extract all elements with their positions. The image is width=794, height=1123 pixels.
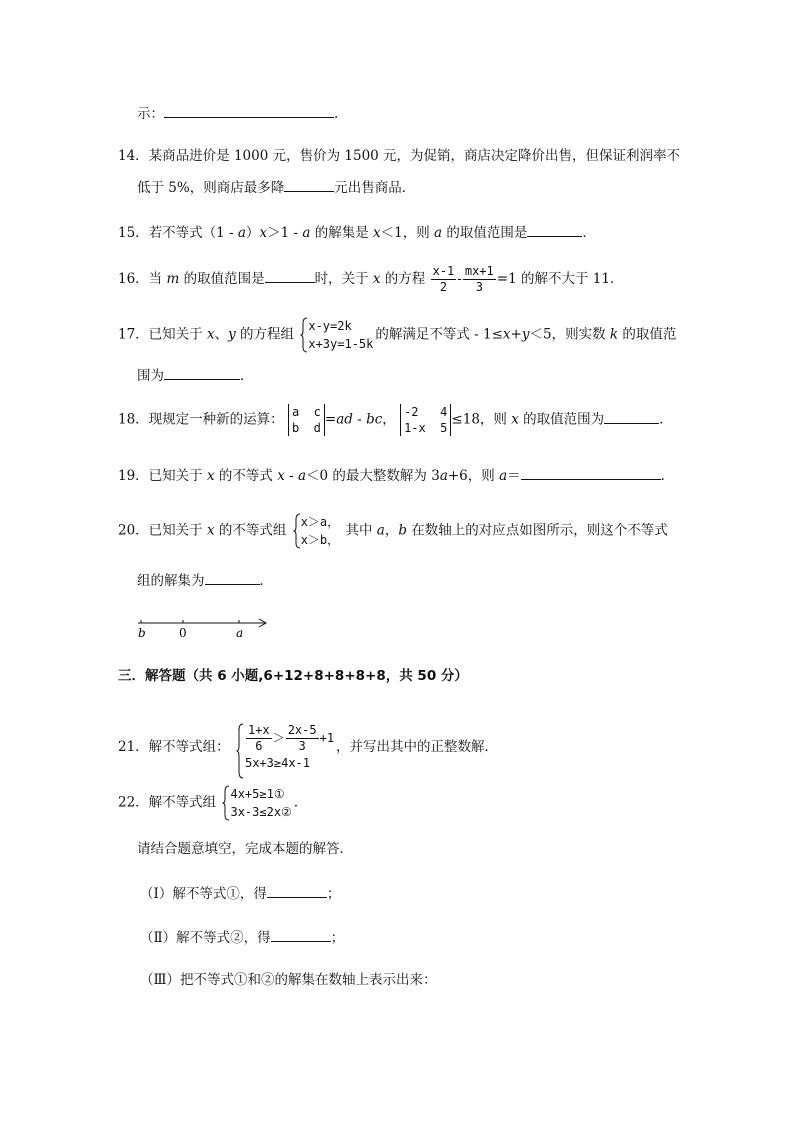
question-21 — [118, 723, 498, 772]
brace-icon — [293, 513, 301, 549]
text: 时，关于 — [314, 271, 373, 287]
text: 18．现规定一种新的运算： — [118, 411, 284, 428]
inequality-row: x＞a， — [300, 515, 340, 529]
text: ； — [326, 886, 341, 902]
text: ． — [659, 411, 673, 428]
inequality-system — [222, 785, 291, 821]
text: 14．某商品进价是 1000 元，售价为 1500 元，为促销，商店决定降价出售，但保证利润率不 — [118, 148, 681, 164]
text: 的取值范围是 — [179, 271, 265, 287]
fraction — [431, 264, 457, 295]
question-20-line1 — [118, 513, 668, 549]
question-17-line2 — [137, 366, 254, 385]
var: a — [237, 225, 246, 241]
inequality-system — [236, 723, 334, 772]
var: bc — [366, 411, 383, 428]
text: 低于 5%，则商店最多降 — [137, 180, 285, 196]
var: x+y — [502, 326, 530, 343]
inequality-row: x＞b， — [300, 533, 340, 547]
var: x — [277, 468, 285, 484]
question-19 — [118, 466, 674, 485]
line-q13-end — [137, 104, 338, 123]
var: a — [499, 468, 508, 484]
text: - — [284, 468, 298, 484]
text: 22．解不等式组 — [118, 794, 217, 811]
text: 组的解集为 — [137, 573, 205, 589]
var: a — [439, 468, 448, 484]
denominator: 3 — [298, 739, 306, 753]
answer-blank[interactable] — [265, 269, 315, 283]
inequality-row — [245, 723, 334, 754]
question-20-line2 — [137, 571, 273, 590]
text: 20．已知关于 — [118, 522, 207, 539]
text: 、 — [214, 326, 229, 343]
question-18 — [118, 404, 673, 436]
var: x — [372, 271, 381, 287]
answer-blank[interactable] — [527, 223, 582, 237]
text: 的方程组 — [235, 326, 295, 343]
numerator: 1+x — [247, 723, 270, 737]
text: = — [324, 411, 337, 428]
equation-row: x-y=2k — [308, 319, 352, 333]
text: +1 — [319, 731, 335, 745]
inequality-system — [293, 513, 339, 549]
numerator: x-1 — [432, 264, 455, 278]
text: 元出售商品． — [334, 180, 416, 196]
fraction — [246, 723, 272, 754]
text: 的取值范围是 — [442, 225, 528, 241]
det-row: 1-x 5 — [404, 421, 448, 435]
var: y — [228, 326, 236, 343]
equation-row: x+3y=1-5k — [308, 337, 374, 351]
label-zero: 0 — [179, 626, 187, 640]
step-2 — [140, 928, 344, 947]
text: 的不等式组 — [214, 522, 287, 539]
inequality-row: 3x-3≤2x② — [230, 805, 292, 819]
answer-blank[interactable] — [164, 104, 334, 118]
question-17-line1 — [118, 317, 676, 353]
text: ≤18，则 — [451, 411, 512, 428]
text: （Ⅱ）解不等式②，得 — [140, 930, 271, 946]
text: . — [334, 106, 339, 122]
var: a — [297, 468, 307, 484]
var: a — [376, 522, 385, 539]
text: ． — [259, 573, 273, 589]
text: 的解集是 — [310, 225, 373, 241]
answer-blank[interactable] — [164, 366, 240, 380]
text: 的方程 — [380, 271, 426, 287]
answer-blank[interactable] — [604, 410, 659, 424]
var: x — [259, 225, 268, 241]
determinant — [288, 404, 325, 436]
var: a — [302, 225, 311, 241]
question-22 — [118, 785, 307, 821]
text: 16．当 — [118, 271, 167, 287]
label-b: b — [138, 626, 146, 640]
denominator: 2 — [439, 280, 448, 294]
text: 17．已知关于 — [118, 326, 207, 343]
determinant — [400, 404, 451, 436]
text: 的取值范 — [618, 326, 677, 343]
text: ． — [660, 468, 675, 484]
text: （Ⅰ）解不等式①，得 — [140, 886, 267, 902]
step-1 — [140, 884, 340, 903]
brace-icon — [236, 723, 244, 779]
text: 的解满足不等式 - 1≤ — [375, 326, 503, 343]
text: ＞1 - — [267, 225, 303, 241]
text: ． — [582, 225, 596, 241]
det-row: b d — [291, 421, 321, 435]
text: ＜1，则 — [380, 225, 435, 241]
text: ＞ — [272, 731, 285, 745]
var: x — [206, 522, 215, 539]
text: ，并写出其中的正整数解． — [336, 739, 499, 755]
denominator: 6 — [255, 739, 263, 753]
var: ad — [336, 411, 353, 428]
answer-blank[interactable] — [521, 466, 661, 480]
text: 21．解不等式组： — [118, 739, 230, 755]
inequality-row: 5x+3≥4x-1 — [244, 756, 311, 770]
var: x — [206, 468, 215, 484]
text: 的不等式 — [214, 468, 278, 484]
fraction — [286, 723, 319, 754]
answer-blank[interactable] — [267, 884, 327, 898]
equation-system — [300, 317, 373, 353]
var: m — [166, 271, 180, 287]
brace-icon — [222, 785, 230, 821]
step-3: （Ⅲ）把不等式①和②的解集在数轴上表示出来： — [140, 972, 437, 988]
numerator: 2x-5 — [287, 723, 317, 737]
numerator: mx+1 — [464, 264, 494, 278]
det-row: -2 4 — [404, 405, 448, 419]
text: 的取值范围为 — [518, 411, 605, 428]
text: 19．已知关于 — [118, 468, 207, 484]
answer-blank[interactable] — [271, 928, 331, 942]
text: ， — [382, 411, 396, 428]
question-16 — [118, 264, 623, 295]
answer-blank[interactable] — [284, 178, 334, 192]
var: a — [434, 225, 443, 241]
text: ＝ — [507, 468, 521, 484]
text: 其中 — [341, 522, 377, 539]
brace-icon — [300, 317, 308, 353]
text: 15．若不等式（1 - — [118, 225, 238, 241]
inequality-row: 4x+5≥1① — [230, 787, 285, 801]
var: x — [206, 326, 215, 343]
text: =1 的解不大于 11． — [496, 271, 624, 287]
instruction: 请结合题意填空，完成本题的解答． — [137, 841, 353, 857]
text: 示： — [137, 106, 164, 122]
text: ） — [245, 225, 260, 241]
fraction — [463, 264, 496, 295]
text: ． — [240, 368, 254, 384]
var: x — [511, 411, 519, 428]
text: ． — [293, 794, 308, 811]
text: ； — [330, 930, 345, 946]
answer-blank[interactable] — [205, 571, 260, 585]
question-15 — [118, 223, 596, 242]
text: ， — [384, 522, 399, 539]
text: ＜5，则实数 — [529, 326, 610, 343]
label-a: a — [236, 626, 244, 640]
text: +6，则 — [447, 468, 500, 484]
text: 围为 — [137, 368, 164, 384]
var: b — [398, 522, 407, 539]
section-heading: 三．解答题（共 6 小题,6+12+8+8+8+8，共 50 分） — [118, 668, 468, 684]
question-14-line1 — [118, 147, 680, 165]
number-line — [133, 612, 273, 642]
denominator: 3 — [475, 280, 483, 294]
var: x — [373, 225, 381, 241]
question-14-line2 — [137, 178, 415, 197]
text: - — [352, 411, 367, 428]
text: ＜0 的最大整数解为 3 — [306, 468, 440, 484]
text: 在数轴上的对应点如图所示，则这个不等式 — [406, 522, 668, 539]
text: - — [457, 271, 462, 287]
var: k — [609, 326, 619, 343]
det-row: a c — [291, 405, 321, 419]
